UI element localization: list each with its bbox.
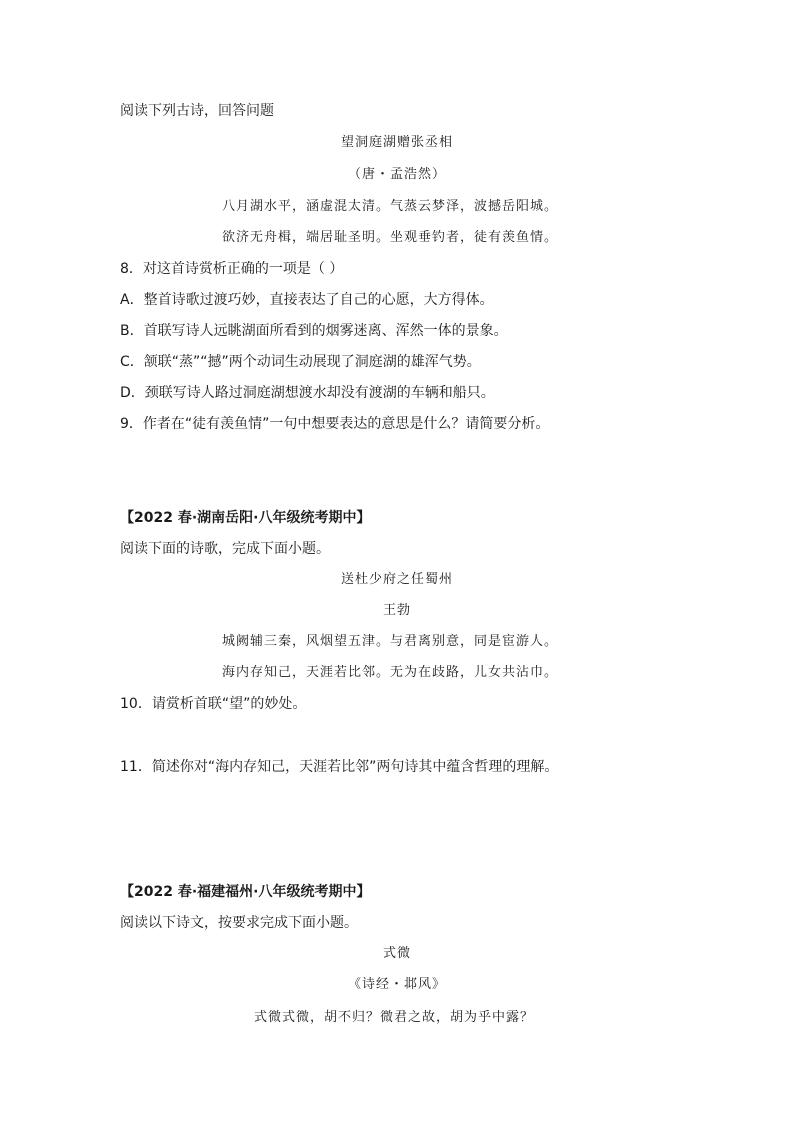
question-8: 8．对这首诗赏析正确的一项是（ ） (120, 261, 344, 277)
source-tag-3: 【2022 春·福建福州·八年级统考期中】 (120, 884, 371, 900)
poem-title-2: 送杜少府之任蜀州 (340, 572, 453, 587)
poem-line: 城阙辅三秦，风烟望五津。与君离别意，同是宦游人。 (222, 634, 559, 649)
poem-title-3: 式微 (382, 946, 411, 961)
poem-line: 海内存知己，天涯若比邻。无为在歧路，儿女共沾巾。 (222, 665, 559, 680)
poem-author-3: 《诗经・邶风》 (347, 977, 446, 992)
option-d: D．颈联写诗人路过洞庭湖想渡水却没有渡湖的车辆和船只。 (120, 385, 495, 401)
instruction-3: 阅读以下诗文，按要求完成下面小题。 (120, 915, 358, 931)
poem-line: 八月湖水平，涵虚混太清。气蒸云梦泽，波撼岳阳城。 (222, 199, 559, 214)
question-11: 11．简述你对“海内存知己，天涯若比邻”两句诗其中蕴含哲理的理解。 (120, 759, 559, 775)
poem-title-1: 望洞庭湖赠张丞相 (340, 135, 453, 150)
poem-author-1: （唐・孟浩然） (347, 167, 446, 182)
question-10: 10．请赏析首联“望”的妙处。 (120, 696, 307, 712)
option-a: A．整首诗歌过渡巧妙，直接表达了自己的心愿，大方得体。 (120, 292, 494, 308)
source-tag-2: 【2022 春·湖南岳阳·八年级统考期中】 (120, 510, 371, 526)
question-9: 9．作者在“徒有羡鱼情”一句中想要表达的意思是什么？请简要分析。 (120, 416, 550, 432)
option-c: C．颔联“蒸”“撼”两个动词生动展现了洞庭湖的雄浑气势。 (120, 354, 481, 370)
option-b: B．首联写诗人远眺湖面所看到的烟雾迷离、浑然一体的景象。 (120, 323, 508, 339)
instruction-2: 阅读下面的诗歌，完成下面小题。 (120, 541, 330, 557)
poem-line: 欲济无舟楫，端居耻圣明。坐观垂钓者，徒有羡鱼情。 (222, 230, 559, 245)
poem-author-2: 王勃 (382, 603, 411, 618)
instruction-1: 阅读下列古诗，回答问题 (120, 103, 274, 119)
poem-line: 式微式微，胡不归？微君之故，胡为乎中露？ (254, 1010, 535, 1025)
